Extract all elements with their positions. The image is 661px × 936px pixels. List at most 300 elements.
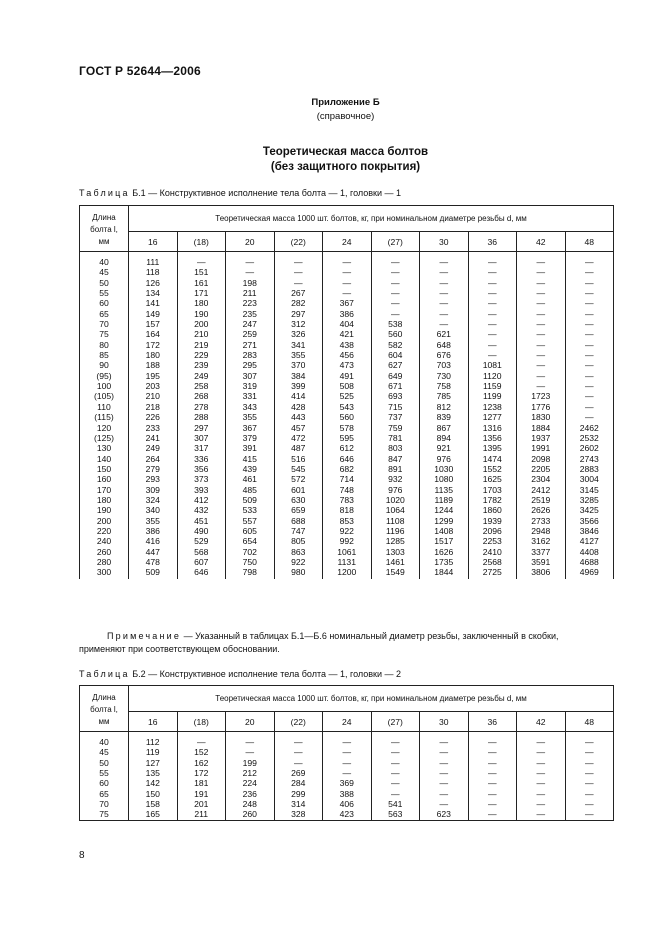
mass-cell: 630 bbox=[274, 495, 323, 505]
mass-cell: 288 bbox=[177, 412, 226, 422]
mass-cell: — bbox=[517, 278, 566, 288]
mass-cell: — bbox=[371, 309, 420, 319]
mass-cell: 2883 bbox=[565, 464, 614, 474]
mass-cell: 545 bbox=[274, 464, 323, 474]
mass-cell: 264 bbox=[129, 454, 178, 464]
mass-cell: — bbox=[468, 288, 517, 298]
mass-cell: 3004 bbox=[565, 474, 614, 484]
table-row bbox=[80, 732, 614, 748]
mass-cell: 278 bbox=[177, 402, 226, 412]
table-row bbox=[80, 505, 614, 515]
mass-cell: 932 bbox=[371, 474, 420, 484]
mass-cell: 1238 bbox=[468, 402, 517, 412]
mass-cell: — bbox=[565, 381, 614, 391]
mass-cell: 2948 bbox=[517, 526, 566, 536]
mass-cell: 572 bbox=[274, 474, 323, 484]
mass-cell: — bbox=[323, 768, 372, 778]
mass-cell: — bbox=[517, 350, 566, 360]
mass-cell: — bbox=[565, 252, 614, 268]
mass-cell: 1395 bbox=[468, 443, 517, 453]
mass-cell: — bbox=[371, 758, 420, 768]
bolt-length-cell: 60 bbox=[80, 298, 129, 308]
diameter-header: 42 bbox=[517, 712, 566, 732]
mass-cell: — bbox=[565, 778, 614, 788]
mass-cell: 384 bbox=[274, 371, 323, 381]
mass-cell: 1135 bbox=[420, 485, 469, 495]
mass-cell: 328 bbox=[274, 809, 323, 820]
mass-cell: 190 bbox=[177, 309, 226, 319]
mass-cell: 456 bbox=[323, 350, 372, 360]
mass-cell: 199 bbox=[226, 758, 275, 768]
mass-cell: 367 bbox=[226, 423, 275, 433]
mass-cell: 134 bbox=[129, 288, 178, 298]
mass-cell: — bbox=[517, 298, 566, 308]
mass-cell: — bbox=[420, 267, 469, 277]
mass-cell: 343 bbox=[226, 402, 275, 412]
mass-cell: — bbox=[517, 360, 566, 370]
mass-cell: 1189 bbox=[420, 495, 469, 505]
mass-cell: 525 bbox=[323, 391, 372, 401]
bolt-length-cell: 300 bbox=[80, 567, 129, 578]
mass-cell: 4408 bbox=[565, 547, 614, 557]
diameter-header: (27) bbox=[371, 712, 420, 732]
mass-cell: 210 bbox=[177, 329, 226, 339]
table2-caption bbox=[79, 669, 401, 679]
table-row bbox=[80, 526, 614, 536]
mass-cell: 127 bbox=[129, 758, 178, 768]
length-header-line: болта l, bbox=[90, 224, 118, 234]
length-header-line: мм bbox=[98, 236, 110, 246]
bolt-length-cell: (105) bbox=[80, 391, 129, 401]
mass-cell: 370 bbox=[274, 360, 323, 370]
mass-cell: 317 bbox=[177, 443, 226, 453]
length-column-header bbox=[80, 206, 129, 252]
mass-cell: 980 bbox=[274, 567, 323, 578]
mass-cell: 172 bbox=[129, 340, 178, 350]
mass-cell: 1860 bbox=[468, 505, 517, 515]
mass-cell: — bbox=[468, 298, 517, 308]
bolt-length-cell: 160 bbox=[80, 474, 129, 484]
mass-cell: 195 bbox=[129, 371, 178, 381]
mass-cell: 428 bbox=[274, 402, 323, 412]
bolt-length-cell: 55 bbox=[80, 288, 129, 298]
table-row bbox=[80, 329, 614, 339]
mass-cell: 1285 bbox=[371, 536, 420, 546]
mass-cell: 229 bbox=[177, 350, 226, 360]
table-row bbox=[80, 412, 614, 422]
mass-cell: 211 bbox=[226, 288, 275, 298]
mass-cell: — bbox=[517, 252, 566, 268]
mass-cell: 2733 bbox=[517, 516, 566, 526]
bolt-length-cell: 140 bbox=[80, 454, 129, 464]
mass-cell: 3846 bbox=[565, 526, 614, 536]
mass-cell: 612 bbox=[323, 443, 372, 453]
mass-cell: 529 bbox=[177, 536, 226, 546]
table-row bbox=[80, 443, 614, 453]
bolt-length-cell: (115) bbox=[80, 412, 129, 422]
table-row bbox=[80, 789, 614, 799]
mass-cell: — bbox=[371, 252, 420, 268]
mass-cell: 283 bbox=[226, 350, 275, 360]
mass-cell: 1081 bbox=[468, 360, 517, 370]
mass-cell: 1159 bbox=[468, 381, 517, 391]
mass-cell: 557 bbox=[226, 516, 275, 526]
diameter-header: (22) bbox=[274, 712, 323, 732]
mass-cell: 331 bbox=[226, 391, 275, 401]
table-row bbox=[80, 747, 614, 757]
length-header-line: болта l, bbox=[90, 704, 118, 714]
mass-cell: 369 bbox=[323, 778, 372, 788]
bolt-length-cell: 120 bbox=[80, 423, 129, 433]
mass-cell: — bbox=[371, 789, 420, 799]
mass-cell: 149 bbox=[129, 309, 178, 319]
mass-cell: 730 bbox=[420, 371, 469, 381]
bolt-length-cell: 45 bbox=[80, 747, 129, 757]
mass-cell: — bbox=[371, 732, 420, 748]
mass-cell: 258 bbox=[177, 381, 226, 391]
mass-cell: 568 bbox=[177, 547, 226, 557]
mass-cell: 3806 bbox=[517, 567, 566, 578]
mass-cell: 201 bbox=[177, 799, 226, 809]
mass-cell: 307 bbox=[177, 433, 226, 443]
table-row bbox=[80, 391, 614, 401]
mass-cell: — bbox=[517, 381, 566, 391]
table-row bbox=[80, 350, 614, 360]
mass-cell: 355 bbox=[226, 412, 275, 422]
mass-cell: 210 bbox=[129, 391, 178, 401]
mass-cell: 356 bbox=[177, 464, 226, 474]
mass-cell: 404 bbox=[323, 319, 372, 329]
mass-cell: 279 bbox=[129, 464, 178, 474]
mass-cell: 785 bbox=[420, 391, 469, 401]
mass-cell: 623 bbox=[420, 809, 469, 820]
mass-cell: — bbox=[468, 319, 517, 329]
mass-cell: 748 bbox=[323, 485, 372, 495]
mass-cell: 2532 bbox=[565, 433, 614, 443]
mass-cell: 203 bbox=[129, 381, 178, 391]
mass-table-1 bbox=[79, 205, 614, 579]
mass-cell: 219 bbox=[177, 340, 226, 350]
mass-cell: 750 bbox=[226, 557, 275, 567]
mass-cell: 423 bbox=[323, 809, 372, 820]
mass-cell: — bbox=[517, 371, 566, 381]
bolt-length-cell: (125) bbox=[80, 433, 129, 443]
mass-cell: 249 bbox=[177, 371, 226, 381]
mass-cell: — bbox=[420, 288, 469, 298]
length-header-line: Длина bbox=[92, 692, 116, 702]
table-row bbox=[80, 454, 614, 464]
table-row bbox=[80, 433, 614, 443]
mass-cell: 921 bbox=[420, 443, 469, 453]
bolt-length-cell: 150 bbox=[80, 464, 129, 474]
mass-cell: 307 bbox=[226, 371, 275, 381]
mass-cell: — bbox=[177, 732, 226, 748]
mass-cell: — bbox=[565, 809, 614, 820]
table-row bbox=[80, 758, 614, 768]
table-row bbox=[80, 319, 614, 329]
table-row bbox=[80, 252, 614, 268]
mass-cell: 135 bbox=[129, 768, 178, 778]
mass-cell: — bbox=[420, 252, 469, 268]
mass-cell: 490 bbox=[177, 526, 226, 536]
mass-cell: 293 bbox=[129, 474, 178, 484]
bolt-length-cell: 90 bbox=[80, 360, 129, 370]
mass-cell: 853 bbox=[323, 516, 372, 526]
table-row bbox=[80, 547, 614, 557]
mass-cell: 812 bbox=[420, 402, 469, 412]
diameter-header: 36 bbox=[468, 232, 517, 252]
mass-cell: — bbox=[468, 350, 517, 360]
table-row bbox=[80, 778, 614, 788]
mass-cell: 1356 bbox=[468, 433, 517, 443]
diameter-header: 48 bbox=[565, 712, 614, 732]
mass-cell: 355 bbox=[129, 516, 178, 526]
mass-cell: 1991 bbox=[517, 443, 566, 453]
mass-cell: — bbox=[274, 747, 323, 757]
mass-cell: 340 bbox=[129, 505, 178, 515]
mass-cell: — bbox=[420, 799, 469, 809]
mass-cell: 487 bbox=[274, 443, 323, 453]
mass-cell: 3285 bbox=[565, 495, 614, 505]
diameter-header: 20 bbox=[226, 232, 275, 252]
note-label: Примечание bbox=[107, 631, 182, 641]
mass-cell: — bbox=[517, 329, 566, 339]
mass-cell: 386 bbox=[129, 526, 178, 536]
mass-cell: 447 bbox=[129, 547, 178, 557]
mass-cell: 259 bbox=[226, 329, 275, 339]
mass-cell: 541 bbox=[371, 799, 420, 809]
mass-cell: 1625 bbox=[468, 474, 517, 484]
mass-cell: — bbox=[565, 402, 614, 412]
mass-cell: — bbox=[371, 298, 420, 308]
diameter-header: (22) bbox=[274, 232, 323, 252]
mass-cell: 543 bbox=[323, 402, 372, 412]
mass-cell: 1844 bbox=[420, 567, 469, 578]
table-row bbox=[80, 267, 614, 277]
mass-cell: 703 bbox=[420, 360, 469, 370]
mass-cell: 1030 bbox=[420, 464, 469, 474]
diameter-header: 24 bbox=[323, 232, 372, 252]
mass-cell: 1020 bbox=[371, 495, 420, 505]
bolt-length-cell: 220 bbox=[80, 526, 129, 536]
mass-cell: 171 bbox=[177, 288, 226, 298]
mass-cell: 212 bbox=[226, 768, 275, 778]
table-row bbox=[80, 516, 614, 526]
mass-cell: 297 bbox=[274, 309, 323, 319]
mass-cell: — bbox=[565, 789, 614, 799]
mass-cell: — bbox=[371, 278, 420, 288]
mass-cell: 894 bbox=[420, 433, 469, 443]
mass-cell: 491 bbox=[323, 371, 372, 381]
mass-cell: 412 bbox=[177, 495, 226, 505]
mass-cell: 414 bbox=[274, 391, 323, 401]
mass-cell: 485 bbox=[226, 485, 275, 495]
mass-cell: 268 bbox=[177, 391, 226, 401]
mass-cell: — bbox=[517, 309, 566, 319]
mass-cell: 260 bbox=[226, 809, 275, 820]
mass-cell: 247 bbox=[226, 319, 275, 329]
diameter-header: 48 bbox=[565, 232, 614, 252]
mass-cell: 165 bbox=[129, 809, 178, 820]
mass-cell: — bbox=[517, 789, 566, 799]
mass-cell: 1461 bbox=[371, 557, 420, 567]
mass-cell: — bbox=[565, 350, 614, 360]
mass-cell: — bbox=[517, 778, 566, 788]
mass-cell: — bbox=[468, 252, 517, 268]
mass-cell: 2304 bbox=[517, 474, 566, 484]
mass-column-header: Теоретическая масса 1000 шт. болтов, кг, при номинальном диаметре резьбы d, мм bbox=[129, 686, 614, 712]
mass-cell: 1199 bbox=[468, 391, 517, 401]
mass-cell: 509 bbox=[129, 567, 178, 578]
table-row bbox=[80, 464, 614, 474]
mass-cell: 4127 bbox=[565, 536, 614, 546]
length-column-header bbox=[80, 686, 129, 732]
table-note bbox=[79, 630, 615, 656]
mass-cell: — bbox=[565, 288, 614, 298]
mass-cell: — bbox=[517, 809, 566, 820]
mass-cell: — bbox=[565, 412, 614, 422]
mass-cell: 248 bbox=[226, 799, 275, 809]
mass-cell: 1277 bbox=[468, 412, 517, 422]
mass-cell: 164 bbox=[129, 329, 178, 339]
bolt-length-cell: 190 bbox=[80, 505, 129, 515]
mass-cell: 671 bbox=[371, 381, 420, 391]
mass-cell: 1939 bbox=[468, 516, 517, 526]
mass-cell: 295 bbox=[226, 360, 275, 370]
diameter-header: 20 bbox=[226, 712, 275, 732]
mass-cell: 2626 bbox=[517, 505, 566, 515]
mass-cell: 582 bbox=[371, 340, 420, 350]
mass-cell: 1937 bbox=[517, 433, 566, 443]
mass-cell: 646 bbox=[323, 454, 372, 464]
table-row bbox=[80, 340, 614, 350]
mass-cell: — bbox=[517, 732, 566, 748]
mass-cell: — bbox=[468, 768, 517, 778]
mass-cell: 172 bbox=[177, 768, 226, 778]
bolt-length-cell: 110 bbox=[80, 402, 129, 412]
mass-cell: 578 bbox=[323, 423, 372, 433]
mass-cell: 236 bbox=[226, 789, 275, 799]
mass-cell: 379 bbox=[226, 433, 275, 443]
mass-cell: — bbox=[274, 267, 323, 277]
mass-cell: 118 bbox=[129, 267, 178, 277]
mass-cell: 271 bbox=[226, 340, 275, 350]
mass-cell: — bbox=[420, 309, 469, 319]
mass-cell: 1080 bbox=[420, 474, 469, 484]
mass-cell: 605 bbox=[226, 526, 275, 536]
annex-title: Приложение Б bbox=[311, 97, 380, 108]
mass-cell: 646 bbox=[177, 567, 226, 578]
mass-cell: 1200 bbox=[323, 567, 372, 578]
mass-cell: — bbox=[565, 267, 614, 277]
mass-cell: 1244 bbox=[420, 505, 469, 515]
bolt-length-cell: 40 bbox=[80, 732, 129, 748]
mass-cell: — bbox=[565, 278, 614, 288]
mass-cell: 2253 bbox=[468, 536, 517, 546]
mass-cell: 1064 bbox=[371, 505, 420, 515]
mass-cell: 1474 bbox=[468, 454, 517, 464]
mass-cell: 180 bbox=[177, 298, 226, 308]
mass-cell: 922 bbox=[274, 557, 323, 567]
diameter-header: 30 bbox=[420, 712, 469, 732]
mass-cell: — bbox=[468, 340, 517, 350]
mass-cell: 1549 bbox=[371, 567, 420, 578]
mass-cell: 758 bbox=[420, 381, 469, 391]
mass-column-header: Теоретическая масса 1000 шт. болтов, кг, при номинальном диаметре резьбы d, мм bbox=[129, 206, 614, 232]
mass-cell: 538 bbox=[371, 319, 420, 329]
diameter-header: (27) bbox=[371, 232, 420, 252]
mass-cell: — bbox=[468, 799, 517, 809]
diameter-header: 30 bbox=[420, 232, 469, 252]
mass-cell: — bbox=[420, 768, 469, 778]
mass-cell: 111 bbox=[129, 252, 178, 268]
mass-cell: 2743 bbox=[565, 454, 614, 464]
mass-cell: — bbox=[274, 252, 323, 268]
mass-cell: — bbox=[468, 747, 517, 757]
mass-cell: — bbox=[371, 747, 420, 757]
mass-cell: 152 bbox=[177, 747, 226, 757]
mass-cell: 654 bbox=[226, 536, 275, 546]
mass-cell: 158 bbox=[129, 799, 178, 809]
mass-cell: — bbox=[565, 360, 614, 370]
mass-cell: 601 bbox=[274, 485, 323, 495]
mass-cell: 119 bbox=[129, 747, 178, 757]
mass-cell: 472 bbox=[274, 433, 323, 443]
mass-cell: — bbox=[468, 778, 517, 788]
mass-cell: 415 bbox=[226, 454, 275, 464]
mass-cell: 297 bbox=[177, 423, 226, 433]
mass-cell: — bbox=[565, 309, 614, 319]
mass-cell: 461 bbox=[226, 474, 275, 484]
mass-cell: 4688 bbox=[565, 557, 614, 567]
mass-cell: 2462 bbox=[565, 423, 614, 433]
mass-cell: — bbox=[420, 732, 469, 748]
bolt-length-cell: 65 bbox=[80, 309, 129, 319]
document-standard-header: ГОСТ Р 52644—2006 bbox=[79, 64, 201, 78]
mass-cell: — bbox=[226, 747, 275, 757]
mass-cell: 421 bbox=[323, 329, 372, 339]
mass-cell: 676 bbox=[420, 350, 469, 360]
mass-cell: — bbox=[323, 267, 372, 277]
length-header-line: мм bbox=[98, 716, 110, 726]
section-subtitle: (без защитного покрытия) bbox=[270, 161, 421, 173]
mass-cell: 867 bbox=[420, 423, 469, 433]
mass-cell: 1061 bbox=[323, 547, 372, 557]
mass-cell: — bbox=[517, 799, 566, 809]
mass-cell: 818 bbox=[323, 505, 372, 515]
mass-cell: — bbox=[420, 789, 469, 799]
mass-cell: — bbox=[226, 732, 275, 748]
mass-cell: 516 bbox=[274, 454, 323, 464]
table-row bbox=[80, 809, 614, 820]
mass-cell: 3425 bbox=[565, 505, 614, 515]
mass-cell: 312 bbox=[274, 319, 323, 329]
mass-cell: — bbox=[517, 288, 566, 298]
mass-cell: 1517 bbox=[420, 536, 469, 546]
mass-cell: — bbox=[371, 768, 420, 778]
mass-cell: 1782 bbox=[468, 495, 517, 505]
mass-cell: — bbox=[420, 778, 469, 788]
mass-cell: 3566 bbox=[565, 516, 614, 526]
mass-cell: — bbox=[323, 278, 372, 288]
mass-cell: — bbox=[371, 778, 420, 788]
table-row bbox=[80, 423, 614, 433]
mass-cell: 309 bbox=[129, 485, 178, 495]
mass-cell: — bbox=[468, 309, 517, 319]
table-row bbox=[80, 536, 614, 546]
mass-cell: 2205 bbox=[517, 464, 566, 474]
mass-cell: 509 bbox=[226, 495, 275, 505]
